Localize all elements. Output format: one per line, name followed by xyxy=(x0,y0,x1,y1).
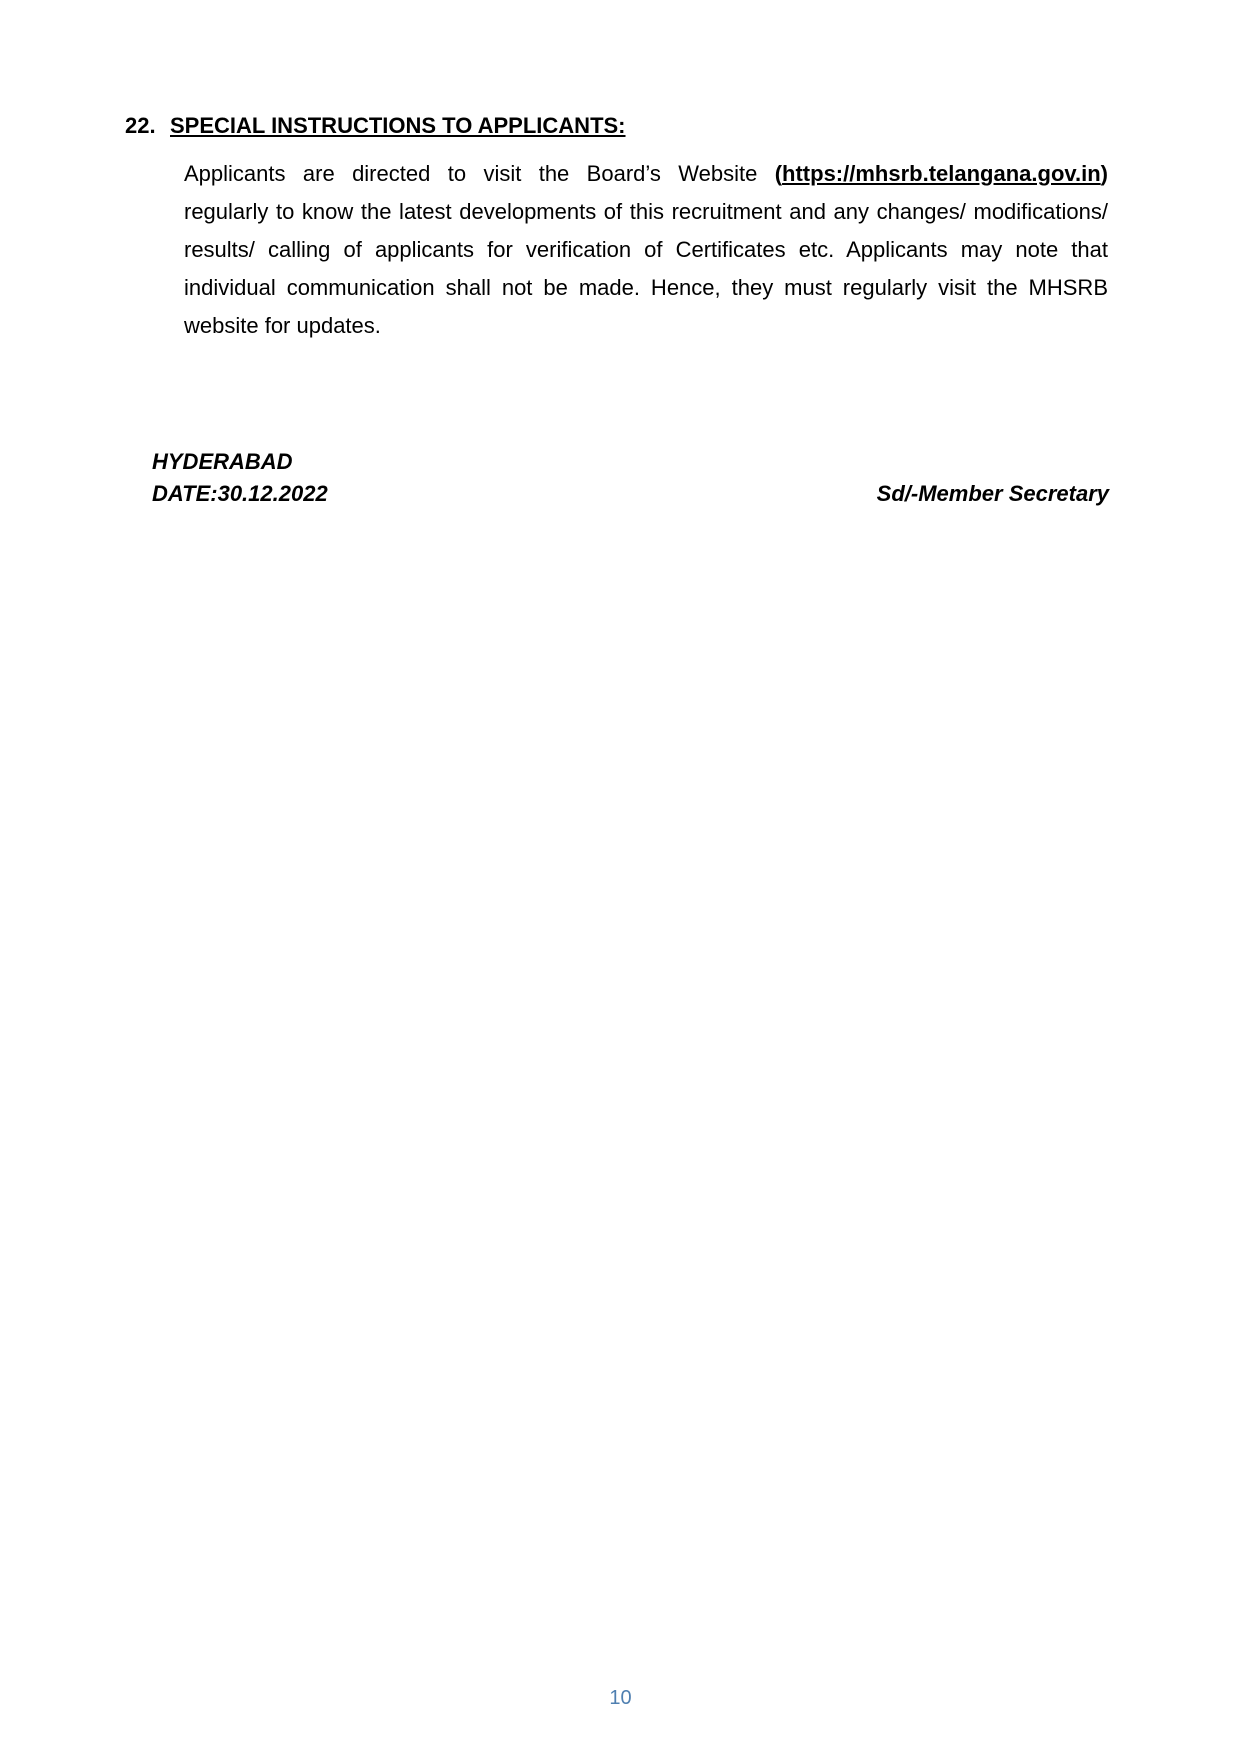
place-label: HYDERABAD xyxy=(152,449,293,474)
website-url[interactable]: https://mhsrb.telangana.gov.in xyxy=(782,161,1101,186)
page-number: 10 xyxy=(609,1687,632,1709)
link-open-paren: ( xyxy=(774,161,783,186)
section-heading xyxy=(125,111,626,141)
signature-label: Sd/-Member Secretary xyxy=(876,481,1109,506)
date-label: DATE:30.12.2022 xyxy=(152,481,328,506)
section-number: 22. xyxy=(125,113,156,138)
paragraph-text-end: regularly to know the latest developments of this recruitment and any changes/ modifications/ results/ calling of applicants for verification of Certificates etc. Applicants may note that individual communication shall not be made. Hence, they must regularly visit the MHSRB website for updates. xyxy=(184,199,1108,338)
paragraph-text-start: Applicants are directed to visit the Board’s Website xyxy=(184,161,775,186)
website-link[interactable] xyxy=(775,161,1108,186)
instructions-paragraph xyxy=(184,155,1108,345)
link-close-paren: ) xyxy=(1100,161,1108,186)
section-title: SPECIAL INSTRUCTIONS TO APPLICANTS: xyxy=(170,113,626,138)
